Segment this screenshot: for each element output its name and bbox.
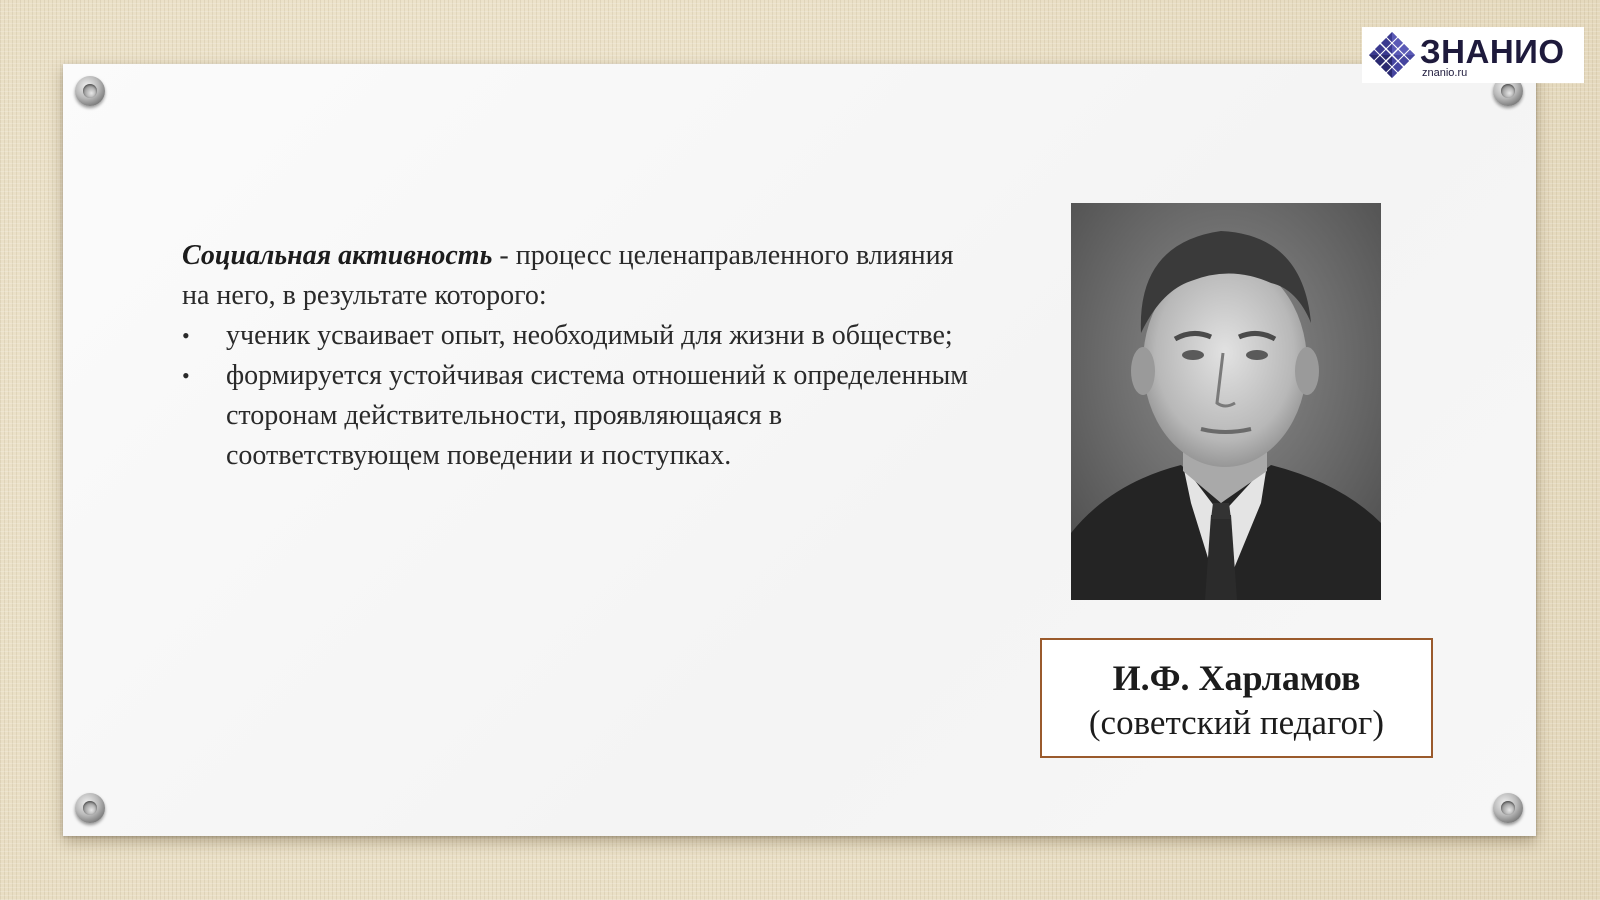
list-item	[182, 316, 982, 356]
list-item-text: ученик усваивает опыт, необходимый для жизни в обществе;	[226, 320, 953, 351]
definition-paragraph	[182, 236, 982, 316]
list-item	[182, 356, 982, 476]
rivet-icon	[75, 76, 105, 106]
bullet-icon: •	[182, 323, 190, 348]
diamond-logo-icon	[1368, 31, 1416, 79]
definition-text: - процесс целенаправленного влияния на него, в результате которого:	[182, 240, 954, 311]
logo-url: znanio.ru	[1422, 67, 1468, 79]
caption-name: И.Ф. Харламов	[1112, 658, 1361, 698]
definition-term: Социальная активность	[182, 240, 493, 271]
slide-text	[182, 236, 982, 476]
caption-role: (советский педагог)	[1088, 703, 1385, 742]
bullet-list	[182, 316, 982, 476]
rivet-icon	[1493, 793, 1523, 823]
portrait-photo	[1071, 203, 1381, 600]
rivet-icon	[75, 793, 105, 823]
caption-box	[1040, 638, 1433, 758]
znanio-logo[interactable]	[1362, 27, 1584, 83]
list-item-text: формируется устойчивая система отношений к определенным сторонам действительности, проявляющаяся в соответствующем поведении и поступках.	[226, 360, 968, 471]
logo-name: ЗНАНИО	[1420, 33, 1565, 70]
bullet-icon: •	[182, 363, 190, 388]
